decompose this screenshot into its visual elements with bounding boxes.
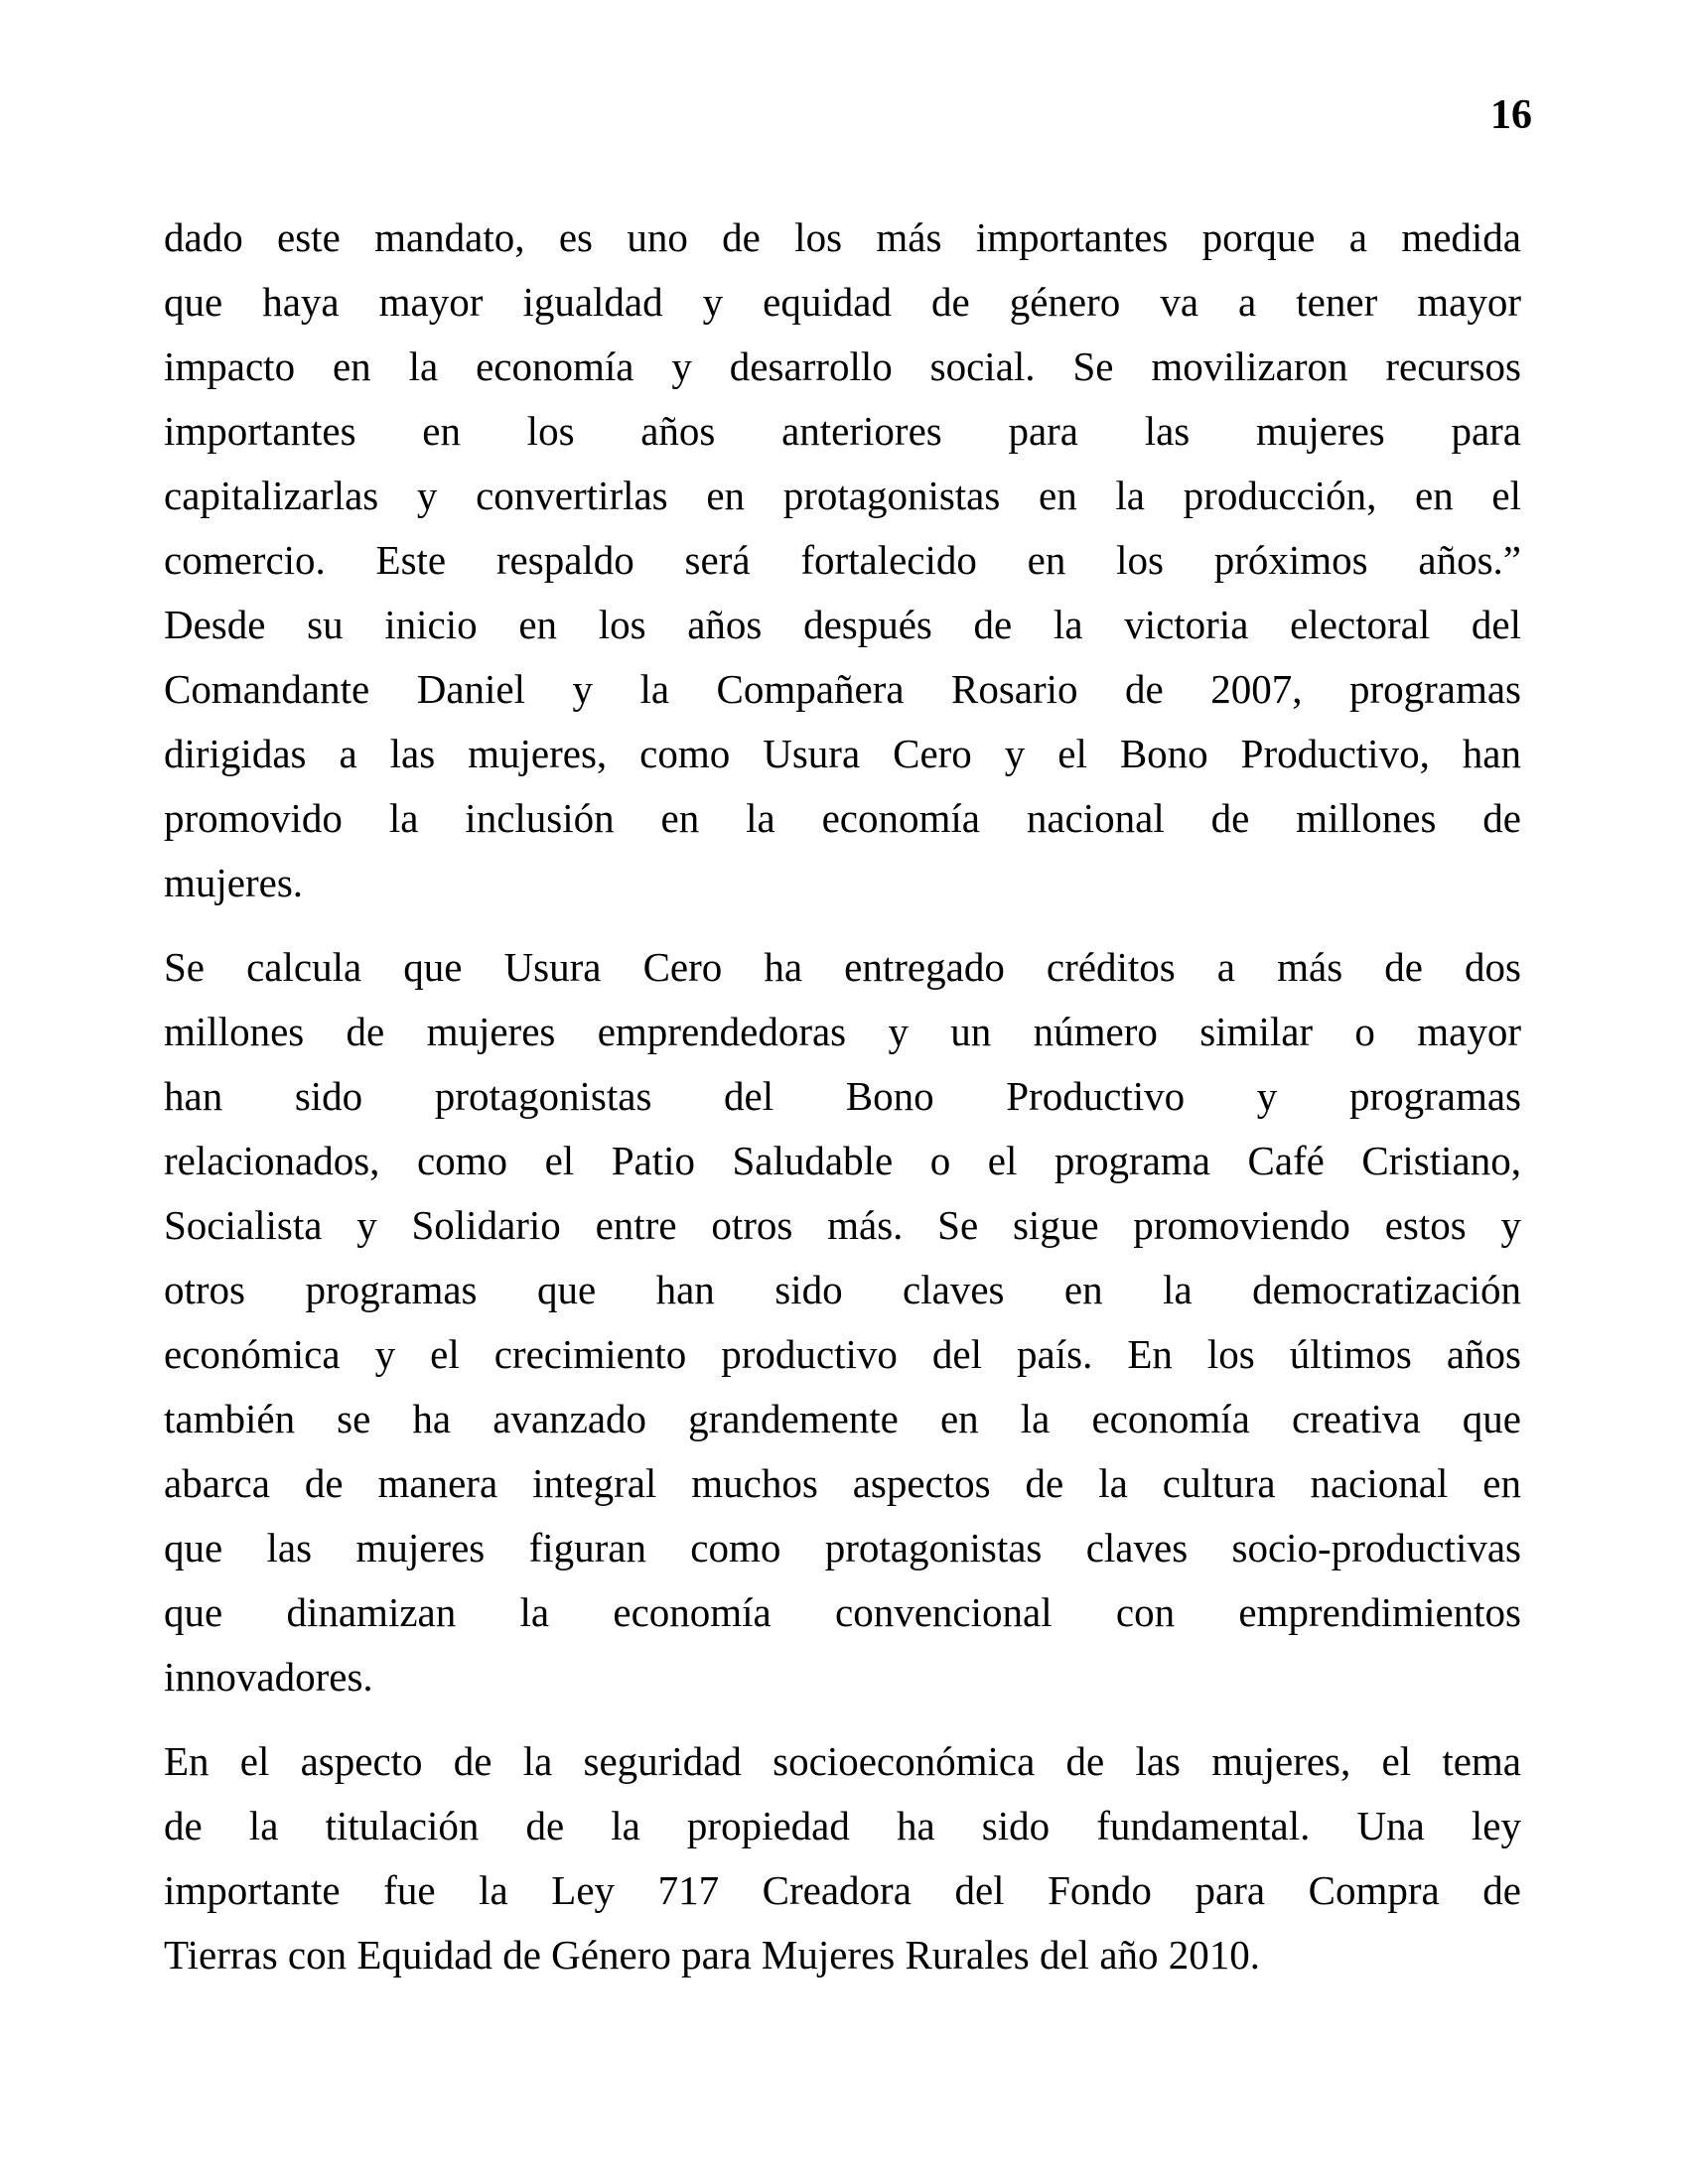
- text-line: mujeres.: [164, 860, 304, 905]
- text-line: Socialista y Solidario entre otros más. Se sigue promoviendo estos y: [164, 1202, 1521, 1248]
- text-line: Comandante Daniel y la Compañera Rosario de 2007, programas: [164, 666, 1521, 712]
- document-body: [164, 205, 1521, 2007]
- text-line: Tierras con Equidad de Género para Mujeres Rurales del año 2010.: [164, 1932, 1261, 1978]
- text-line: importantes en los años anteriores para las mujeres para: [164, 408, 1521, 454]
- text-line: promovido la inclusión en la economía nacional de millones de: [164, 795, 1521, 841]
- text-line: que dinamizan la economía convencional con emprendimientos: [164, 1589, 1521, 1635]
- text-line: relacionados, como el Patio Saludable o el programa Café Cristiano,: [164, 1138, 1521, 1183]
- text-line: Se calcula que Usura Cero ha entregado créditos a más de dos: [164, 944, 1521, 990]
- text-line: económica y el crecimiento productivo del país. En los últimos años: [164, 1331, 1521, 1377]
- text-line: importante fue la Ley 717 Creadora del Fondo para Compra de: [164, 1867, 1521, 1913]
- text-line: millones de mujeres emprendedoras y un número similar o mayor: [164, 1009, 1521, 1054]
- text-line: innovadores.: [164, 1654, 373, 1700]
- paragraph: [164, 205, 1521, 915]
- paragraph: [164, 935, 1521, 1709]
- text-line: han sido protagonistas del Bono Productivo y programas: [164, 1073, 1521, 1119]
- text-line: que las mujeres figuran como protagonistas claves socio-productivas: [164, 1525, 1521, 1570]
- text-line: también se ha avanzado grandemente en la economía creativa que: [164, 1396, 1521, 1441]
- text-line: comercio. Este respaldo será fortalecido en los próximos años.”: [164, 537, 1521, 583]
- text-line: de la titulación de la propiedad ha sido fundamental. Una ley: [164, 1803, 1521, 1848]
- page-number: 16: [1490, 92, 1532, 138]
- text-line: que haya mayor igualdad y equidad de género va a tener mayor: [164, 279, 1521, 325]
- text-line: impacto en la economía y desarrollo social. Se movilizaron recursos: [164, 343, 1521, 389]
- text-line: capitalizarlas y convertirlas en protagonistas en la producción, en el: [164, 473, 1521, 518]
- paragraph: [164, 1729, 1521, 1987]
- text-line: Desde su inicio en los años después de la victoria electoral del: [164, 602, 1521, 647]
- text-line: dado este mandato, es uno de los más importantes porque a medida: [164, 214, 1521, 260]
- text-line: otros programas que han sido claves en la democratización: [164, 1267, 1521, 1312]
- text-line: En el aspecto de la seguridad socioeconómica de las mujeres, el tema: [164, 1738, 1521, 1784]
- text-line: abarca de manera integral muchos aspectos de la cultura nacional en: [164, 1460, 1521, 1506]
- text-line: dirigidas a las mujeres, como Usura Cero y el Bono Productivo, han: [164, 731, 1521, 776]
